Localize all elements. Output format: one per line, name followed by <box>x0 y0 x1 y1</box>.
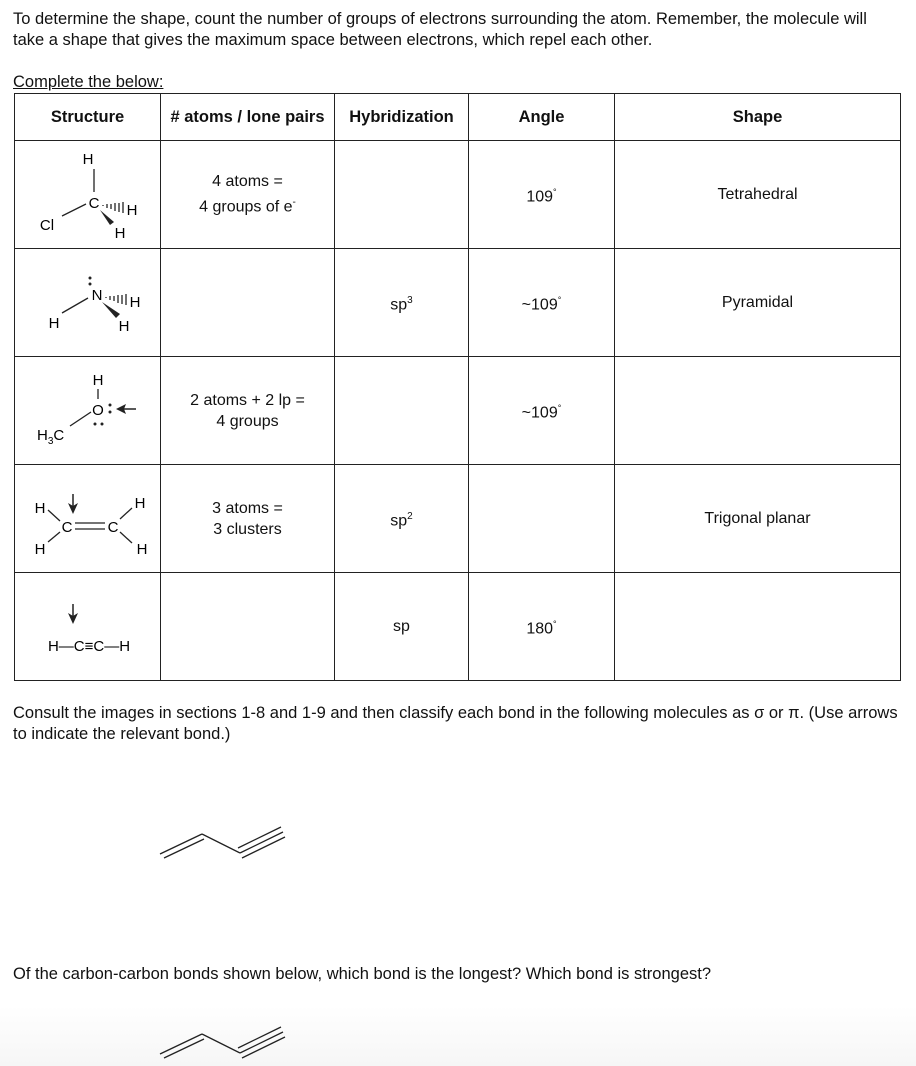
atom-c: C <box>107 519 118 536</box>
ethylene-structure <box>18 466 158 571</box>
atom-h: H <box>92 372 103 389</box>
hybridization-value: sp <box>390 512 408 530</box>
header-hybridization: Hybridization <box>335 94 469 141</box>
methanol-structure <box>18 358 158 463</box>
electron-charge: - <box>292 197 296 209</box>
angle-value: 109 <box>526 188 554 206</box>
atom-h: H <box>48 315 59 332</box>
atom-h: H <box>136 541 147 558</box>
atom-h: H <box>82 151 93 168</box>
table-row <box>15 249 901 357</box>
hybridization-cell <box>335 465 469 573</box>
atom-h: H <box>129 294 140 311</box>
angle-value: 180 <box>526 620 554 638</box>
bond-length-question: Of the carbon-carbon bonds shown below, which bond is the longest? Which bond is strongest? <box>13 965 712 983</box>
acetylene-structure <box>18 574 158 679</box>
atoms-pairs-cell <box>161 357 335 465</box>
header-structure: Structure <box>15 94 161 141</box>
structure-cell <box>15 465 161 573</box>
shape-cell: Tetrahedral <box>615 141 901 249</box>
table-header-row <box>15 94 901 141</box>
angle-value: ~109 <box>521 404 558 422</box>
methyl-group: $H_3C$ <box>36 427 64 447</box>
sigma-pi-question: Consult the images in sections 1-8 and 1-9 and then classify each bond in the following molecules as σ or π. (Use arrows to indicate the relevant bond.) <box>13 704 898 743</box>
hybridization-sup: 2 <box>407 510 413 522</box>
atom-h: H <box>126 202 137 219</box>
atoms-pairs-cell <box>161 249 335 357</box>
degree-symbol: ° <box>557 294 562 305</box>
angle-value: ~109 <box>521 296 558 314</box>
atoms-line2: 4 groups <box>216 412 279 430</box>
atom-h: H <box>114 225 125 242</box>
atom-h: H <box>34 541 45 558</box>
degree-symbol: ° <box>553 618 557 629</box>
enyne-skeletal-structure <box>155 822 295 862</box>
structure-cell <box>15 141 161 249</box>
atoms-line1: 4 atoms = <box>212 173 283 191</box>
hashed-wedge-bond <box>106 294 126 305</box>
atom-h: H <box>118 318 129 335</box>
angle-cell <box>469 249 615 357</box>
atom-cl: Cl <box>39 217 54 234</box>
hybridization-sup: 3 <box>407 294 413 306</box>
table-row <box>15 573 901 681</box>
shape-cell <box>615 357 901 465</box>
hybridization-cell <box>335 357 469 465</box>
header-atoms-pairs: # atoms / lone pairs <box>161 94 335 141</box>
solid-wedge-bond <box>100 210 114 225</box>
hybridization-value: sp <box>393 618 410 635</box>
table-row <box>15 465 901 573</box>
complete-label: Complete the below: <box>13 73 164 91</box>
enyne-skeletal-structure-2 <box>155 1022 295 1062</box>
atom-h: H <box>134 495 145 512</box>
shape-cell <box>615 573 901 681</box>
atom-c: C <box>88 195 99 212</box>
atoms-pairs-cell <box>161 141 335 249</box>
header-shape: Shape <box>615 94 901 141</box>
alkyne-formula: H—C≡C—H <box>47 638 130 655</box>
intro-text: To determine the shape, count the number of groups of electrons surrounding the atom. Remember, the molecule will take a shape that gives the maximum space between electrons, which repel each other. <box>13 10 867 49</box>
atom-o: O <box>91 402 104 419</box>
atom-c: C <box>61 519 72 536</box>
table-row <box>15 141 901 249</box>
angle-cell <box>469 573 615 681</box>
table-row <box>15 357 901 465</box>
solid-wedge-bond <box>102 302 120 318</box>
angle-cell <box>469 141 615 249</box>
atom-h: H <box>34 500 45 517</box>
hybridization-value: sp <box>390 296 408 314</box>
structure-cell <box>15 573 161 681</box>
structure-cell <box>15 357 161 465</box>
atoms-line2: 4 groups of e <box>199 198 293 216</box>
atoms-pairs-cell <box>161 465 335 573</box>
hybridization-cell <box>335 141 469 249</box>
angle-cell <box>469 465 615 573</box>
shape-cell: Trigonal planar <box>615 465 901 573</box>
header-angle: Angle <box>469 94 615 141</box>
hybridization-cell <box>335 573 469 681</box>
atoms-line1: 3 atoms = <box>212 499 283 517</box>
structure-cell <box>15 249 161 357</box>
ammonia-structure <box>18 250 158 355</box>
degree-symbol: ° <box>553 186 557 197</box>
atoms-line1: 2 atoms + 2 lp = <box>190 391 305 409</box>
shape-cell: Pyramidal <box>615 249 901 357</box>
bottom-fade <box>0 1006 916 1066</box>
atoms-line2: 3 clusters <box>213 520 282 538</box>
vsepr-table <box>14 93 901 681</box>
degree-symbol: ° <box>557 402 562 413</box>
atom-n: N <box>91 287 102 304</box>
atoms-pairs-cell <box>161 573 335 681</box>
hybridization-cell <box>335 249 469 357</box>
chloromethane-structure <box>18 142 158 247</box>
angle-cell <box>469 357 615 465</box>
hashed-wedge-bond <box>103 202 123 213</box>
